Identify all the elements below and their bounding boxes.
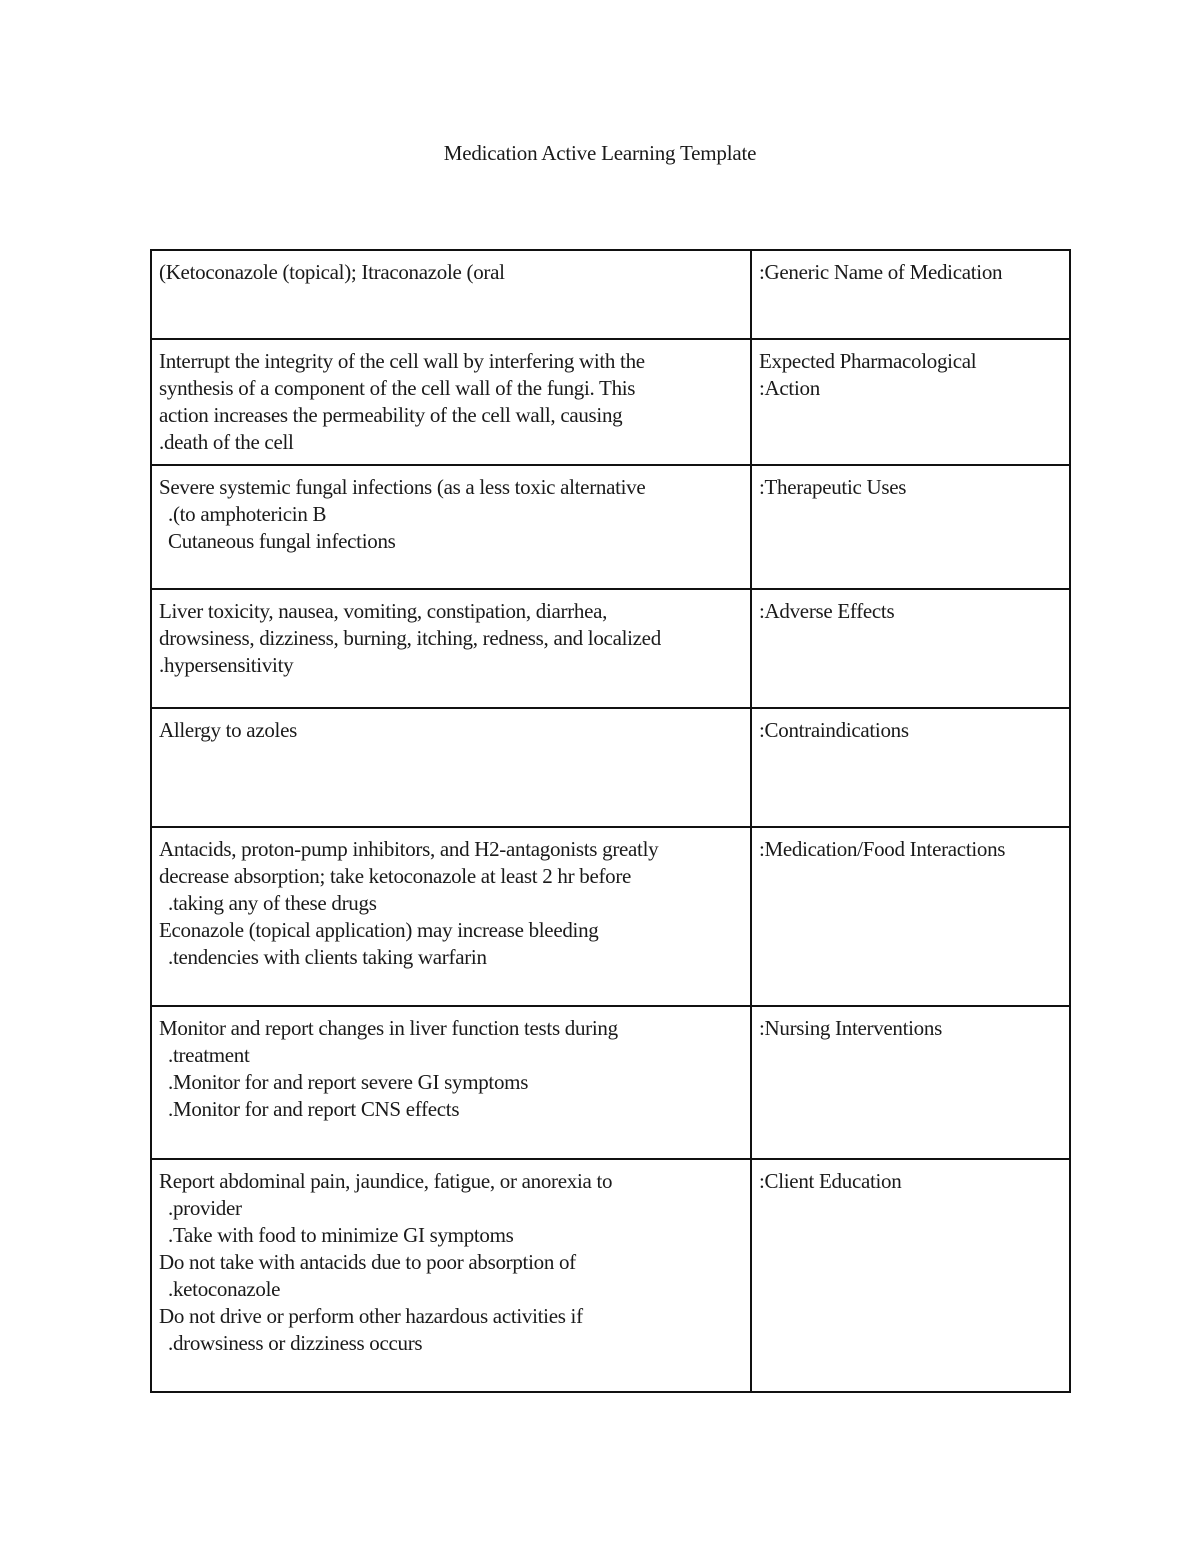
row-label-cell (751, 339, 1070, 465)
content-line: .(to amphotericin B (168, 502, 327, 526)
row-content-cell (151, 827, 751, 1006)
row-label-cell (751, 827, 1070, 1006)
content-line: .provider (168, 1196, 242, 1220)
content-line: Do not take with antacids due to poor absorption of (159, 1250, 576, 1274)
content-line: drowsiness, dizziness, burning, itching, redness, and localized (159, 626, 661, 650)
content-line: .Monitor for and report CNS effects (168, 1097, 460, 1121)
row-label-cell (751, 708, 1070, 827)
content-line: .taking any of these drugs (168, 891, 377, 915)
row-label-cell (751, 589, 1070, 708)
table-row (151, 465, 1070, 589)
table-row (151, 827, 1070, 1006)
label-line: :Contraindications (759, 718, 909, 742)
content-line: Monitor and report changes in liver function tests during (159, 1016, 618, 1040)
row-label-cell (751, 1159, 1070, 1392)
label-line: :Nursing Interventions (759, 1016, 942, 1040)
row-label-cell (751, 1006, 1070, 1159)
label-line: :Medication/Food Interactions (759, 837, 1006, 861)
table-row (151, 339, 1070, 465)
row-label-cell (751, 250, 1070, 339)
table-body (151, 250, 1070, 1392)
content-line: .drowsiness or dizziness occurs (168, 1331, 423, 1355)
content-line: .Monitor for and report severe GI symptoms (168, 1070, 529, 1094)
table-row (151, 708, 1070, 827)
row-content-cell (151, 589, 751, 708)
row-content-cell (151, 1006, 751, 1159)
content-line: Interrupt the integrity of the cell wall by interfering with the (159, 349, 645, 373)
content-line: Report abdominal pain, jaundice, fatigue, or anorexia to (159, 1169, 613, 1193)
row-content-cell (151, 1159, 751, 1392)
content-line: Econazole (topical application) may increase bleeding (159, 918, 599, 942)
label-line: :Generic Name of Medication (759, 260, 1003, 284)
content-line: Cutaneous fungal infections (168, 529, 396, 553)
content-line: Do not drive or perform other hazardous activities if (159, 1304, 583, 1328)
content-line: Antacids, proton-pump inhibitors, and H2-antagonists greatly (159, 837, 659, 861)
content-line: synthesis of a component of the cell wall of the fungi. This (159, 376, 636, 400)
content-line: Severe systemic fungal infections (as a less toxic alternative (159, 475, 646, 499)
content-line: Allergy to azoles (159, 718, 297, 742)
row-content-cell (151, 465, 751, 589)
content-line: .treatment (168, 1043, 250, 1067)
table-row (151, 250, 1070, 339)
row-content-cell (151, 339, 751, 465)
label-line: :Adverse Effects (759, 599, 895, 623)
label-line: :Action (759, 376, 820, 400)
table-row (151, 1006, 1070, 1159)
content-line: .Take with food to minimize GI symptoms (168, 1223, 514, 1247)
content-line: Liver toxicity, nausea, vomiting, constipation, diarrhea, (159, 599, 608, 623)
label-line: :Therapeutic Uses (759, 475, 907, 499)
medication-template-table (150, 249, 1071, 1393)
content-line: .ketoconazole (168, 1277, 281, 1301)
content-line: decrease absorption; take ketoconazole at least 2 hr before (159, 864, 632, 888)
row-label-cell (751, 465, 1070, 589)
content-line: .tendencies with clients taking warfarin (168, 945, 487, 969)
label-line: :Client Education (759, 1169, 902, 1193)
content-line: .death of the cell (159, 430, 294, 454)
row-content-cell (151, 250, 751, 339)
table-row (151, 589, 1070, 708)
row-content-cell (151, 708, 751, 827)
content-line: .hypersensitivity (159, 653, 294, 677)
content-line: (Ketoconazole (topical); Itraconazole (oral (159, 260, 505, 284)
page-title: Medication Active Learning Template (443, 141, 757, 165)
content-line: action increases the permeability of the cell wall, causing (159, 403, 623, 427)
label-line: Expected Pharmacological (759, 349, 977, 373)
table-row (151, 1159, 1070, 1392)
